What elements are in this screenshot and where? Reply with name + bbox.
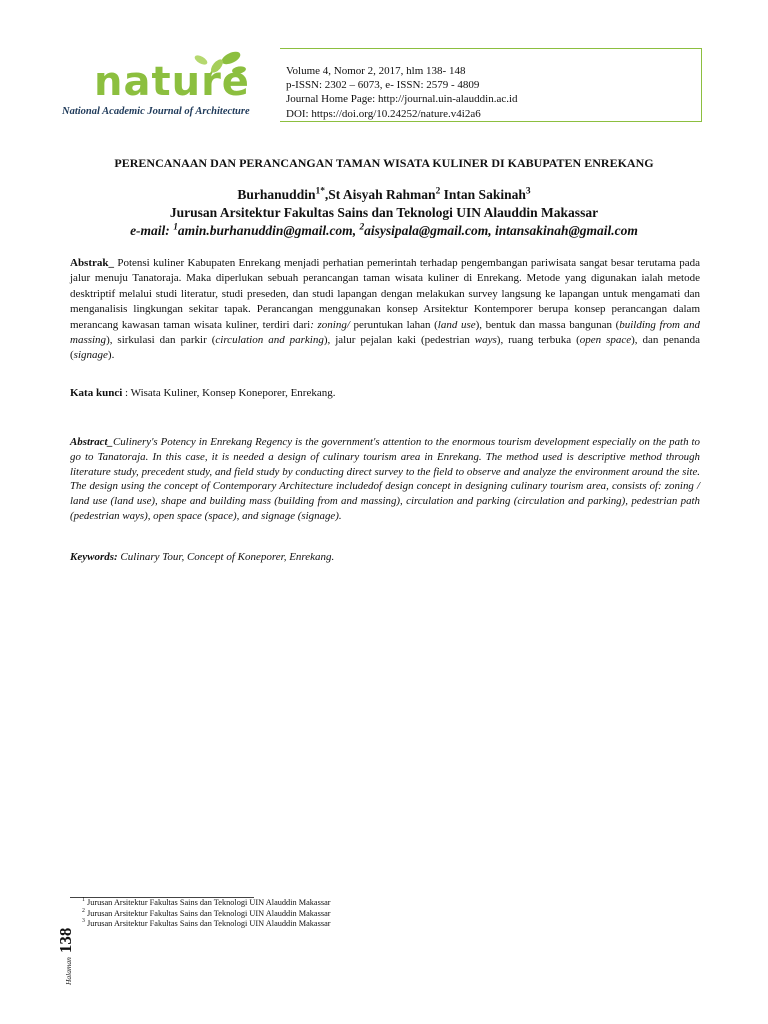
page-number	[56, 928, 76, 985]
doi-line[interactable]: DOI: https://doi.org/10.24252/nature.v4i2a6	[286, 107, 481, 120]
journal-logo	[62, 48, 278, 122]
footnotes	[82, 898, 331, 930]
logo-word: nature	[94, 59, 250, 105]
abstract-en-paragraph: Abstract_Culinery's Potency in Enrekang Regency is the government's attention to the enormous tourism development especially on the path to go to Tanatoraja. In this case, it is needed a design of culinary tourism area in Enrekang. The method used is descriptive method through literature study, precedent study, and field study by conducting direct survey to the field to observe and analyze the environment around the site. The design using the concept of Contemporary Architecture includedof design concept in designing culinary tourism area, consists of: zoning / land use (land use), shape and building mass (building from and massing), circulation and parking (circulation and parking), pedestrian path (pedestrian ways), open space (space), and signage (signage).	[70, 436, 700, 522]
footnote-item: $^2$ Jurusan Arsitektur Fakultas Sains dan Teknologi UIN Alauddin Makassar	[82, 907, 331, 918]
footnote-item: $^1$ Jurusan Arsitektur Fakultas Sains dan Teknologi UIN Alauddin Makassar	[82, 897, 331, 907]
author-affiliation: Jurusan Arsitektur Fakultas Sains dan Teknologi UIN Alauddin Makassar	[169, 205, 599, 220]
page-number-value: 138	[56, 927, 75, 954]
kata-kunci: Kata kunci : Wisata Kuliner, Konsep Koneporer, Enrekang.	[70, 387, 336, 399]
journal-info	[286, 64, 518, 121]
footnote-item: $^3$ Jurusan Arsitektur Fakultas Sains dan Teknologi UIN Alauddin Makassar	[82, 918, 331, 929]
author-names: Burhanuddin$^{1*}$,St Aisyah Rahman$^2$ Intan Sakinah$^3$	[237, 186, 531, 202]
keywords-en: Keywords: Culinary Tour, Concept of Koneporer, Enrekang.	[70, 551, 335, 563]
paper-title: PERENCANAAN DAN PERANCANGAN TAMAN WISATA KULINER DI KABUPATEN ENREKANG	[114, 156, 654, 170]
abstrak-paragraph: Abstrak_ Potensi kuliner Kabupaten Enrekang menjadi perhatian pemerintah terhadap pengembangan pariwisata sangat besar terutama pada jalur menuju Tanatoraja. Maka diperlukan sebuah perancangan taman wisata kuliner di Enrekang. Metode yang digunakan ialah metode desktriptif melalui studi literatur, studi preseden, dan studi lapangan dengan melakukan survey langsung ke lapangan untuk mengamati dan menganalisis lingkungan sekitar tapak. Perancangan menggunakan konsep Arsitektur Kontemporer berupa konsep perancangan dalam merancang kawasan taman wisata kuliner, terdiri dari: zoning/ peruntukan lahan (land use), bentuk dan massa bangunan (building from and massing), sirkulasi dan parkir (circulation and parking), jalur pejalan kaki (pedestrian ways), ruang terbuka (open space), dan penanda (signage).	[70, 257, 701, 362]
author-block	[60, 186, 708, 240]
abstrak-label: Abstrak_	[70, 257, 115, 269]
logo-subtitle: National Academic Journal of Architecture	[62, 106, 250, 117]
page-label: Halaman	[64, 957, 73, 985]
homepage-line[interactable]: Journal Home Page: http://journal.uin-alauddin.ac.id	[286, 93, 518, 106]
author-emails: e-mail: $^1$amin.burhanuddin@gmail.com, $^2$aisysipala@gmail.com, intansakinah@gmail.com	[130, 222, 638, 238]
abstract-en-label: Abstract_	[70, 436, 113, 448]
volume-line: Volume 4, Nomor 2, 2017, hlm 138- 148	[286, 65, 466, 77]
issn-line: p-ISSN: 2302 – 6073, e- ISSN: 2579 - 4809	[286, 79, 480, 92]
